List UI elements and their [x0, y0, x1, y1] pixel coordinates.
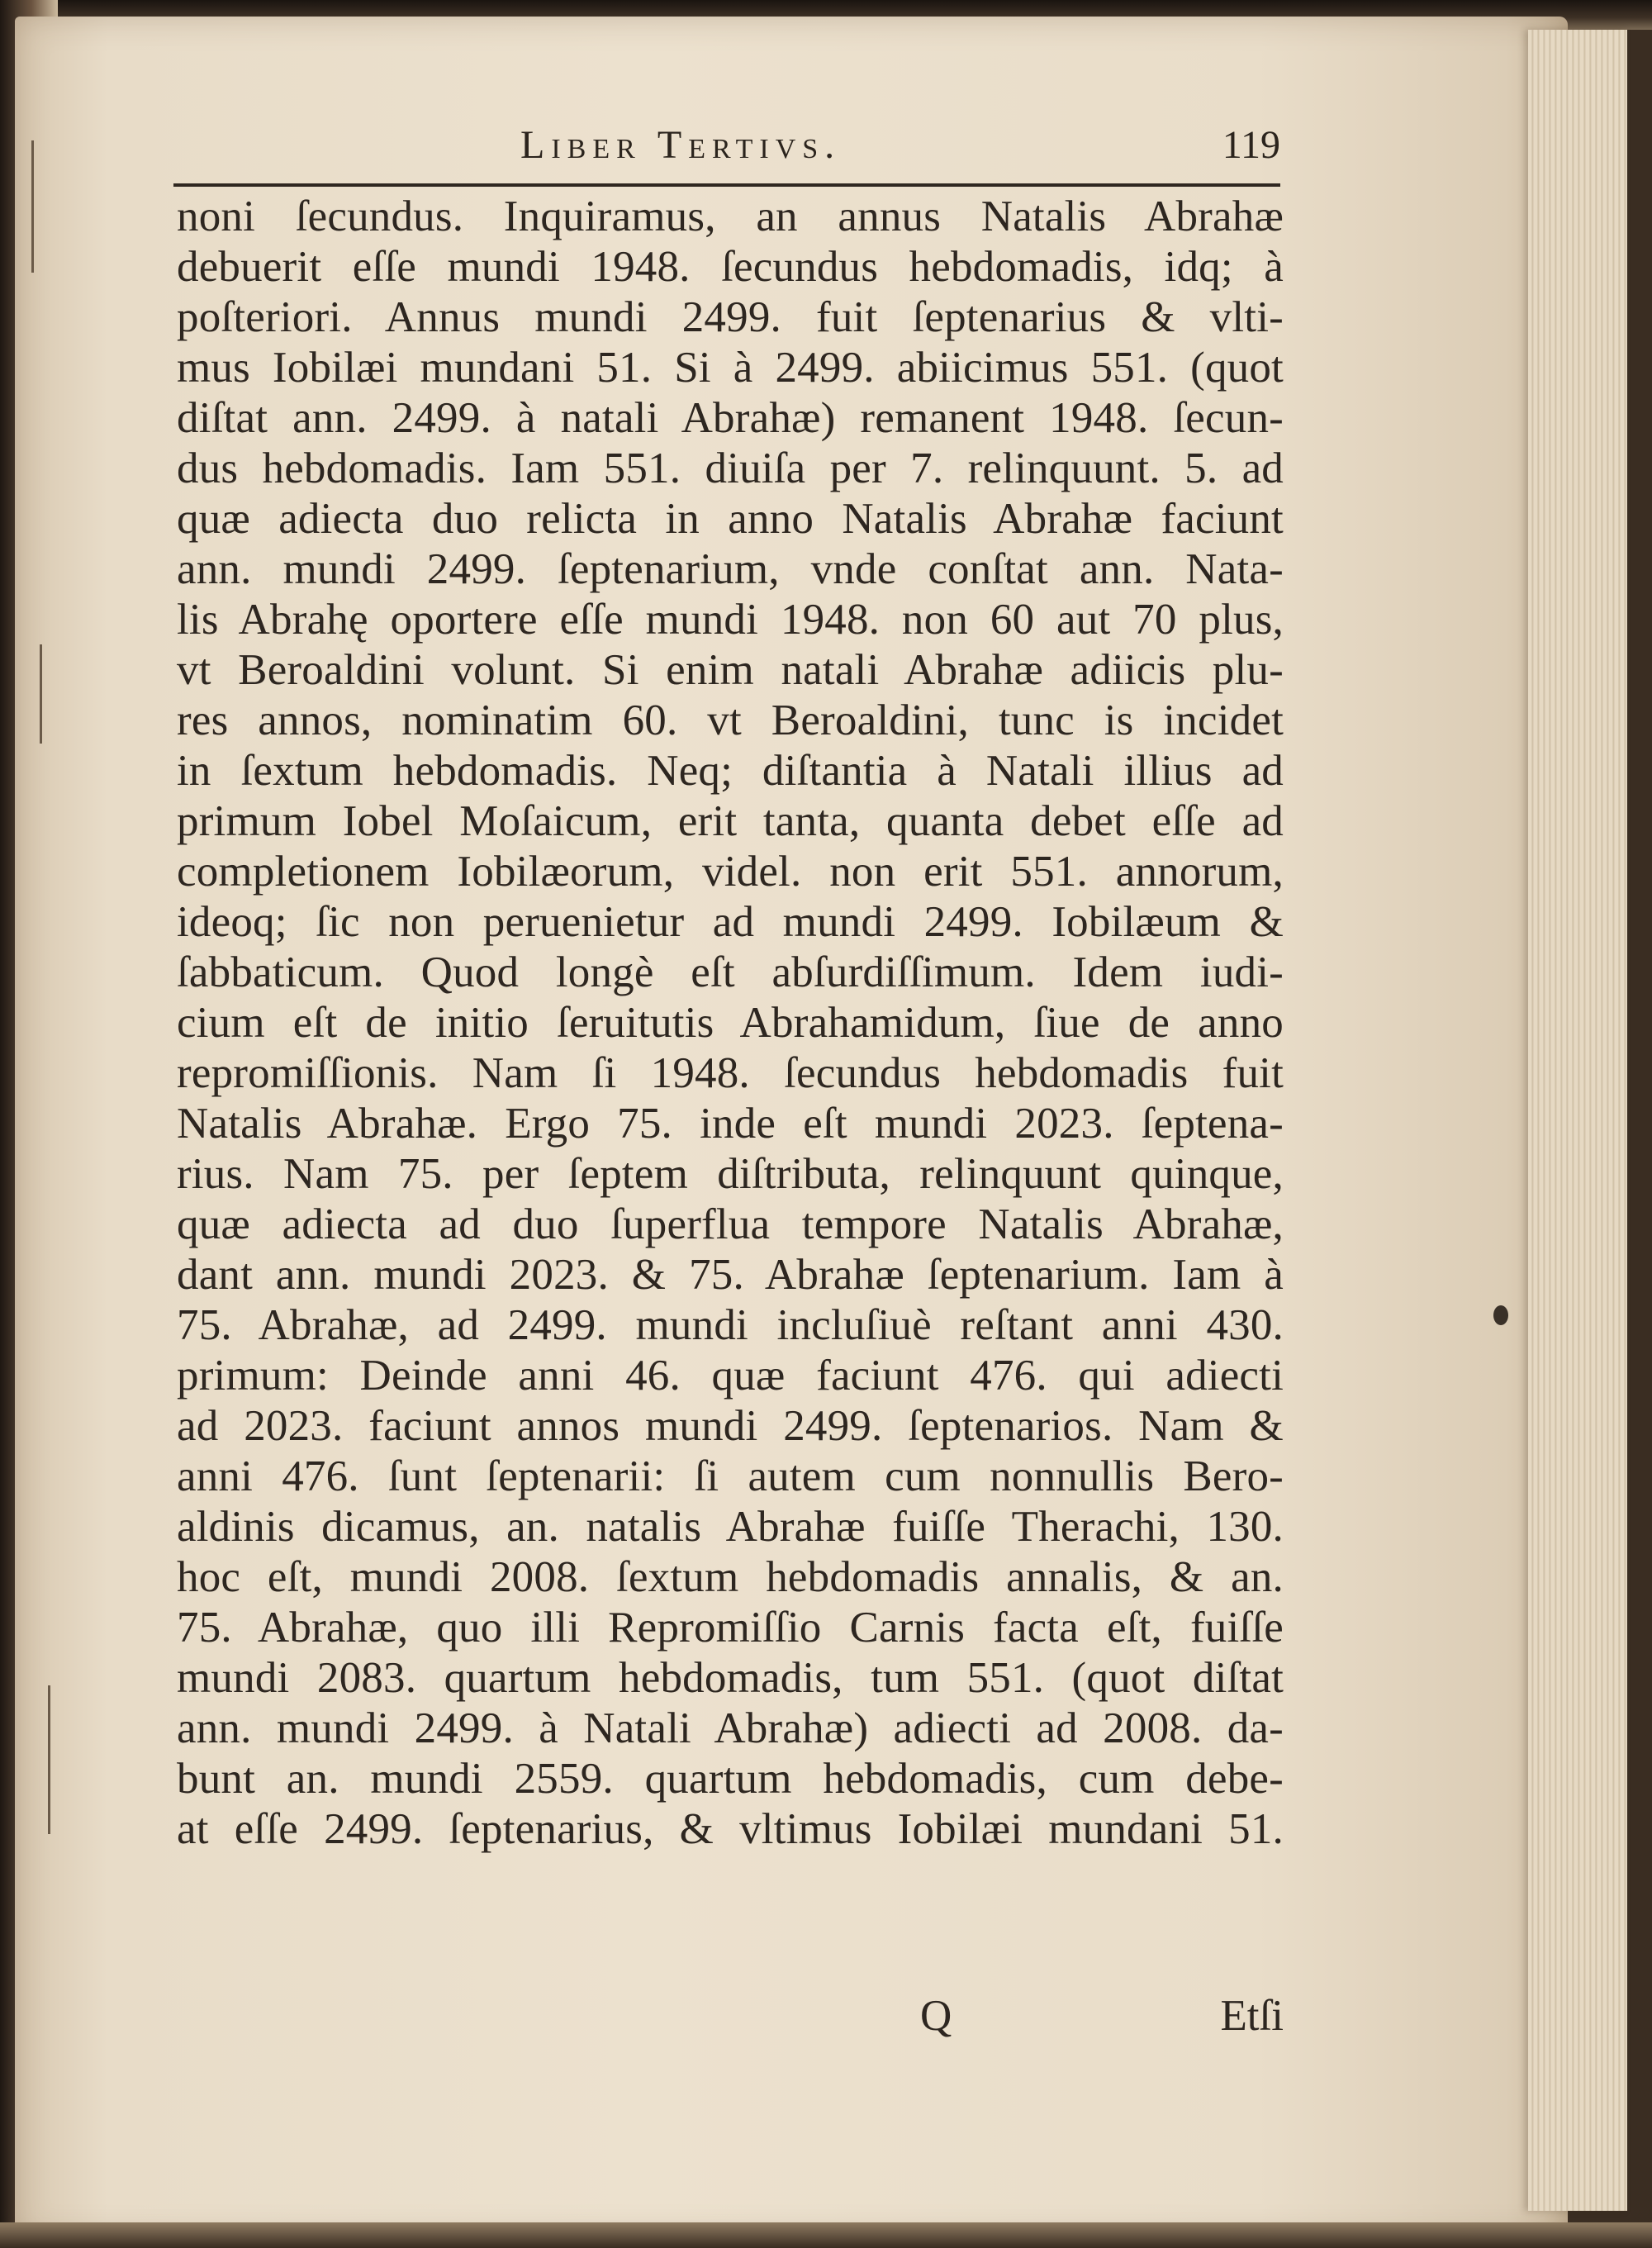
- ink-spot: [1493, 1305, 1508, 1325]
- text-line: ideoq; ſic non peruenietur ad mundi 2499. Iobilæum &: [177, 898, 1284, 946]
- text-line: at eſſe 2499. ſeptenarius, & vltimus Iobilæi mundani 51.: [177, 1805, 1284, 1853]
- text-line: lis Abrahę oportere eſſe mundi 1948. non 60 aut 70 plus,: [177, 596, 1284, 644]
- text-line: cium eſt de initio ſeruitutis Abrahamidum, ſiue de anno: [177, 999, 1284, 1047]
- text-line: poſteriori. Annus mundi 2499. fuit ſeptenarius & vlti-: [177, 293, 1284, 341]
- text-line: Natalis Abrahæ. Ergo 75. inde eſt mundi 2023. ſeptena-: [177, 1100, 1284, 1148]
- text-line: mus Iobilæi mundani 51. Si à 2499. abiicimus 551. (quot: [177, 344, 1284, 392]
- signature-mark: Q: [920, 1992, 952, 2040]
- text-line: rius. Nam 75. per ſeptem diſtributa, relinquunt quinque,: [177, 1150, 1284, 1198]
- running-head: Liber Tertivs.: [520, 123, 842, 167]
- margin-mark: [40, 644, 42, 744]
- page-header: [173, 122, 1280, 180]
- margin-mark: [31, 140, 34, 273]
- text-line: primum Iobel Moſaicum, erit tanta, quanta debet eſſe ad: [177, 797, 1284, 845]
- header-rule: [173, 183, 1280, 187]
- text-line: ad 2023. faciunt annos mundi 2499. ſeptenarios. Nam &: [177, 1402, 1284, 1450]
- text-line: ſabbaticum. Quod longè eſt abſurdiſſimum. Idem iudi-: [177, 948, 1284, 996]
- text-line: quæ adiecta ad duo ſuperflua tempore Natalis Abrahæ,: [177, 1200, 1284, 1248]
- text-line: hoc eſt, mundi 2008. ſextum hebdomadis annalis, & an.: [177, 1553, 1284, 1601]
- text-line: bunt an. mundi 2559. quartum hebdomadis, cum debe-: [177, 1755, 1284, 1803]
- text-line: dus hebdomadis. Iam 551. diuiſa per 7. relinquunt. 5. ad: [177, 444, 1284, 492]
- text-line: in ſextum hebdomadis. Neq; diſtantia à Natali illius ad: [177, 747, 1284, 795]
- text-line: vt Beroaldini volunt. Si enim natali Abrahæ adiicis plu-: [177, 646, 1284, 694]
- page-edges: [1528, 30, 1627, 2211]
- text-line: 75. Abrahæ, ad 2499. mundi incluſiuè reſtant anni 430.: [177, 1301, 1284, 1349]
- text-line: quæ adiecta duo relicta in anno Natalis Abrahæ faciunt: [177, 495, 1284, 543]
- text-line: mundi 2083. quartum hebdomadis, tum 551. (quot diſtat: [177, 1654, 1284, 1702]
- text-line: aldinis dicamus, an. natalis Abrahæ fuiſſe Therachi, 130.: [177, 1503, 1284, 1551]
- page-footer: [177, 1991, 1284, 2049]
- catchword: Etſi: [1220, 1992, 1284, 2040]
- book-cover-bottom: [0, 2222, 1652, 2248]
- text-line: noni ſecundus. Inquiramus, an annus Natalis Abrahæ: [177, 192, 1284, 240]
- body-text: [177, 192, 1284, 1855]
- text-line: repromiſſionis. Nam ſi 1948. ſecundus hebdomadis fuit: [177, 1049, 1284, 1097]
- text-line: diſtat ann. 2499. à natali Abrahæ) remanent 1948. ſecun-: [177, 394, 1284, 442]
- text-line: 75. Abrahæ, quo illi Repromiſſio Carnis facta eſt, fuiſſe: [177, 1604, 1284, 1652]
- text-line: completionem Iobilæorum, videl. non erit 551. annorum,: [177, 848, 1284, 896]
- text-line: primum: Deinde anni 46. quæ faciunt 476. qui adiecti: [177, 1352, 1284, 1400]
- text-line: ann. mundi 2499. à Natali Abrahæ) adiecti ad 2008. da-: [177, 1704, 1284, 1752]
- text-line: anni 476. ſunt ſeptenarii: ſi autem cum nonnullis Bero-: [177, 1452, 1284, 1500]
- text-line: dant ann. mundi 2023. & 75. Abrahæ ſeptenarium. Iam à: [177, 1251, 1284, 1299]
- text-line: res annos, nominatim 60. vt Beroaldini, tunc is incidet: [177, 696, 1284, 744]
- text-line: ann. mundi 2499. ſeptenarium, vnde conſtat ann. Nata-: [177, 545, 1284, 593]
- text-line: debuerit eſſe mundi 1948. ſecundus hebdomadis, idq; à: [177, 243, 1284, 291]
- margin-mark: [48, 1685, 50, 1834]
- page-number: 119: [1222, 123, 1280, 167]
